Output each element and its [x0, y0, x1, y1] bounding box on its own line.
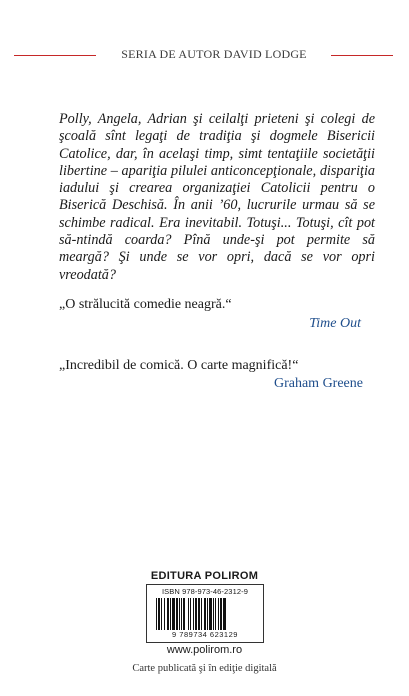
series-header	[0, 45, 409, 65]
isbn-barcode-box	[146, 584, 264, 643]
publisher-website: www.polirom.ro	[166, 644, 243, 656]
series-rule-right	[331, 55, 393, 56]
publisher-name: EDITURA POLIROM	[150, 570, 259, 582]
review-quote-1: „O strălucită comedie neagră.“	[59, 297, 232, 312]
series-label: SERIA DE AUTOR DAVID LODGE	[121, 47, 307, 61]
barcode-number: 9 789734 623129	[172, 630, 238, 639]
barcode-graphic	[156, 598, 254, 630]
series-rule-left	[14, 55, 96, 56]
digital-edition-note: Carte publicată şi în ediţie digitală	[132, 663, 277, 674]
isbn-text: ISBN 978-973-46-2312-9	[161, 587, 248, 596]
review-attribution-1: Time Out	[309, 316, 361, 331]
back-cover-blurb: Polly, Angela, Adrian şi ceilalţi prieteni şi colegi de şcoală sînt legaţi de tradiţia şi dogmele Bisericii Catolice, dar, în acelaşi timp, simt tentaţiile societăţii libertine – apariţia pilulei anticoncepţionale, dispariţia iadului şi crearea organizaţiei Catolicii pentru o Biserică Deschisă. În anii ’60, lucrurile urmau să se schimbe radical. Era inevitabil. Totuşi... Totuşi, cît pot să-ntindă coarda? Pînă unde-şi pot permite să meargă? Şi unde se vor opri, dacă se vor opri vreodată?	[59, 111, 375, 283]
review-attribution-2: Graham Greene	[273, 376, 363, 391]
review-quote-2: „Incredibil de comică. O carte magnifică!“	[59, 358, 299, 373]
